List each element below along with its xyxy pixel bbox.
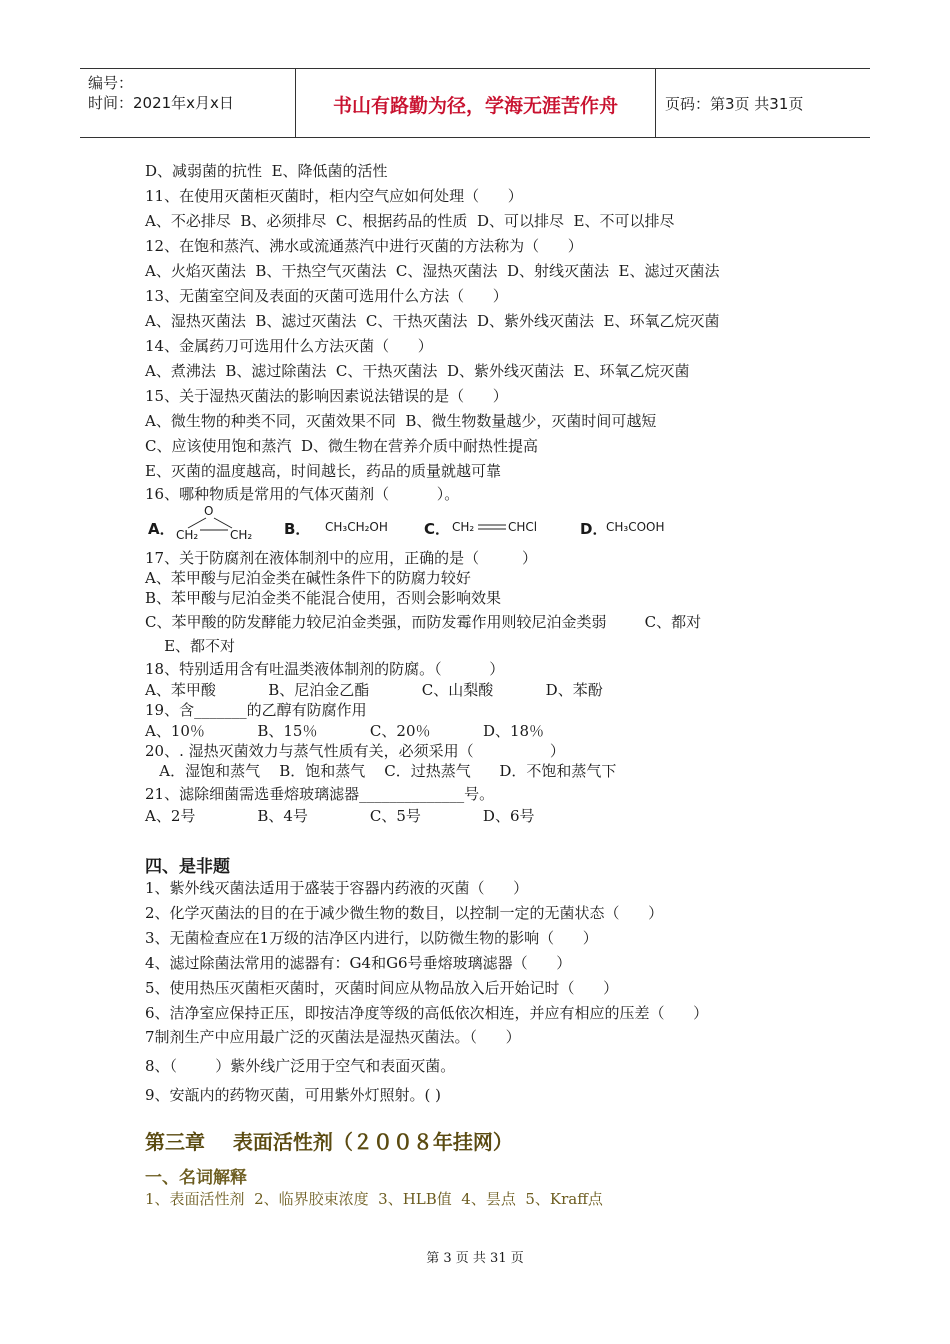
question-line: A．湿饱和蒸气 B．饱和蒸气 C．过热蒸气 D．不饱和蒸气下: [145, 762, 617, 780]
tf-item: 1、紫外线灭菌法适用于盛装于容器内药液的灭菌（ ）: [145, 879, 529, 897]
chapter-title: 第三章 表面活性剂（２００８年挂网）: [145, 1130, 513, 1154]
question-line: E、灭菌的温度越高，时间越长，药品的质量就越可靠: [145, 462, 501, 480]
question-line: 16、哪种物质是常用的气体灭菌剂（ ）。: [145, 485, 460, 503]
tf-item: 4、滤过除菌法常用的滤器有：G4和G6号垂熔玻璃滤器（ ）: [145, 954, 572, 972]
epoxide-right-carbon: CH₂: [230, 528, 253, 542]
question-line: A、煮沸法 B、滤过除菌法 C、干热灭菌法 D、紫外线灭菌法 E、环氧乙烷灭菌: [145, 362, 690, 380]
page-footer: 第 3 页 共 31 页: [426, 1251, 524, 1266]
tf-item: 2、化学灭菌法的目的在于减少微生物的数目，以控制一定的无菌状态（ ）: [145, 904, 664, 922]
header-meta: [88, 73, 234, 113]
question-line: A、苯甲酸 B、尼泊金乙酯 C、山梨酸 D、苯酚: [145, 681, 603, 699]
acetic-acid-formula: CH₃COOH: [606, 520, 665, 534]
question-line: 11、在使用灭菌柜灭菌时，柜内空气应如何处理（ ）: [145, 187, 523, 205]
question-line: E、都不对: [145, 637, 236, 655]
question-line: A、不必排尽 B、必须排尽 C、根据药品的性质 D、可以排尽 E、不可以排尽: [145, 212, 675, 230]
option-a-label: A．: [148, 520, 175, 538]
vinyl-chloride-left: CH₂: [452, 520, 475, 534]
question-line: 21、滤除细菌需选垂熔玻璃滤器______________号。: [145, 785, 495, 803]
header-date-label: 时间：2021年x月x日: [88, 94, 234, 112]
tf-item: 9、安瓿内的药物灭菌，可用紫外灯照射。( ): [145, 1086, 442, 1104]
page-header: [80, 68, 870, 138]
tf-item: 5、使用热压灭菌柜灭菌时，灭菌时间应从物品放入后开始记时（ ）: [145, 979, 619, 997]
option-c-label: C．: [424, 520, 451, 538]
question-line: A、苯甲酸与尼泊金类在碱性条件下的防腐力较好: [145, 569, 471, 587]
question-line: A、微生物的种类不同，灭菌效果不同 B、微生物数量越少，灭菌时间可越短: [145, 412, 657, 430]
header-number-label: 编号：: [88, 74, 134, 92]
tf-item: 3、无菌检查应在1万级的洁净区内进行，以防微生物的影响（ ）: [145, 929, 598, 947]
question-line: C、苯甲酸的防发酵能力较尼泊金类强，而防发霉作用则较尼泊金类弱 C、都对: [145, 613, 702, 631]
terms-line: 1、表面活性剂 2、临界胶束浓度 3、HLB值 4、昙点 5、Kraff点: [145, 1190, 603, 1208]
question-line: 20、. 湿热灭菌效力与蒸气性质有关，必须采用（ ）: [145, 742, 565, 760]
vinyl-chloride-right: CHCl: [508, 520, 538, 534]
header-divider: [655, 69, 656, 137]
question-line: A、火焰灭菌法 B、干热空气灭菌法 C、湿热灭菌法 D、射线灭菌法 E、滤过灭菌法: [145, 262, 720, 280]
epoxide-oxygen: O: [204, 504, 214, 518]
header-motto: 书山有路勤为径，学海无涯苦作舟: [332, 95, 618, 117]
option-b-label: B．: [284, 520, 311, 538]
ethanol-formula: CH₃CH₂OH: [325, 520, 388, 534]
question-line: A、10％ B、15％ C、20％ D、18％: [145, 722, 545, 740]
section-heading: 一、名词解释: [145, 1168, 247, 1188]
section-heading: 四、是非题: [145, 857, 230, 877]
option-d-label: D．: [580, 520, 608, 538]
question-line: 13、无菌室空间及表面的灭菌可选用什么方法（ ）: [145, 287, 508, 305]
question-line: 18、特别适用含有吐温类液体制剂的防腐。（ ）: [145, 660, 505, 678]
question-line: C、应该使用饱和蒸汽 D、微生物在营养介质中耐热性提高: [145, 437, 539, 455]
question-line: B、苯甲酸与尼泊金类不能混合使用，否则会影响效果: [145, 589, 502, 607]
question-line: A、2号 B、4号 C、5号 D、6号: [145, 807, 535, 825]
question-line: 17、关于防腐剂在液体制剂中的应用，正确的是（ ）: [145, 549, 538, 567]
question-line: 14、金属药刀可选用什么方法灭菌（ ）: [145, 337, 433, 355]
question-line: A、湿热灭菌法 B、滤过灭菌法 C、干热灭菌法 D、紫外线灭菌法 E、环氧乙烷灭菌: [145, 312, 720, 330]
question-line: D、减弱菌的抗性 E、降低菌的活性: [145, 162, 388, 180]
double-bond-icon: [476, 522, 508, 532]
header-page-info: 页码：第3页 共31页: [665, 95, 804, 113]
tf-item: 6、洁净室应保持正压，即按洁净度等级的高低依次相连，并应有相应的压差（ ）: [145, 1004, 709, 1022]
tf-item: 8、（ ）紫外线广泛用于空气和表面灭菌。: [145, 1057, 456, 1075]
question-line: 12、在饱和蒸汽、沸水或流通蒸汽中进行灭菌的方法称为（ ）: [145, 237, 583, 255]
epoxide-left-carbon: CH₂: [176, 528, 199, 542]
tf-item: 7制剂生产中应用最广泛的灭菌法是湿热灭菌法。（ ）: [145, 1028, 521, 1046]
question-line: 19、含_______的乙醇有防腐作用: [145, 701, 367, 719]
question-line: 15、关于湿热灭菌法的影响因素说法错误的是（ ）: [145, 387, 508, 405]
